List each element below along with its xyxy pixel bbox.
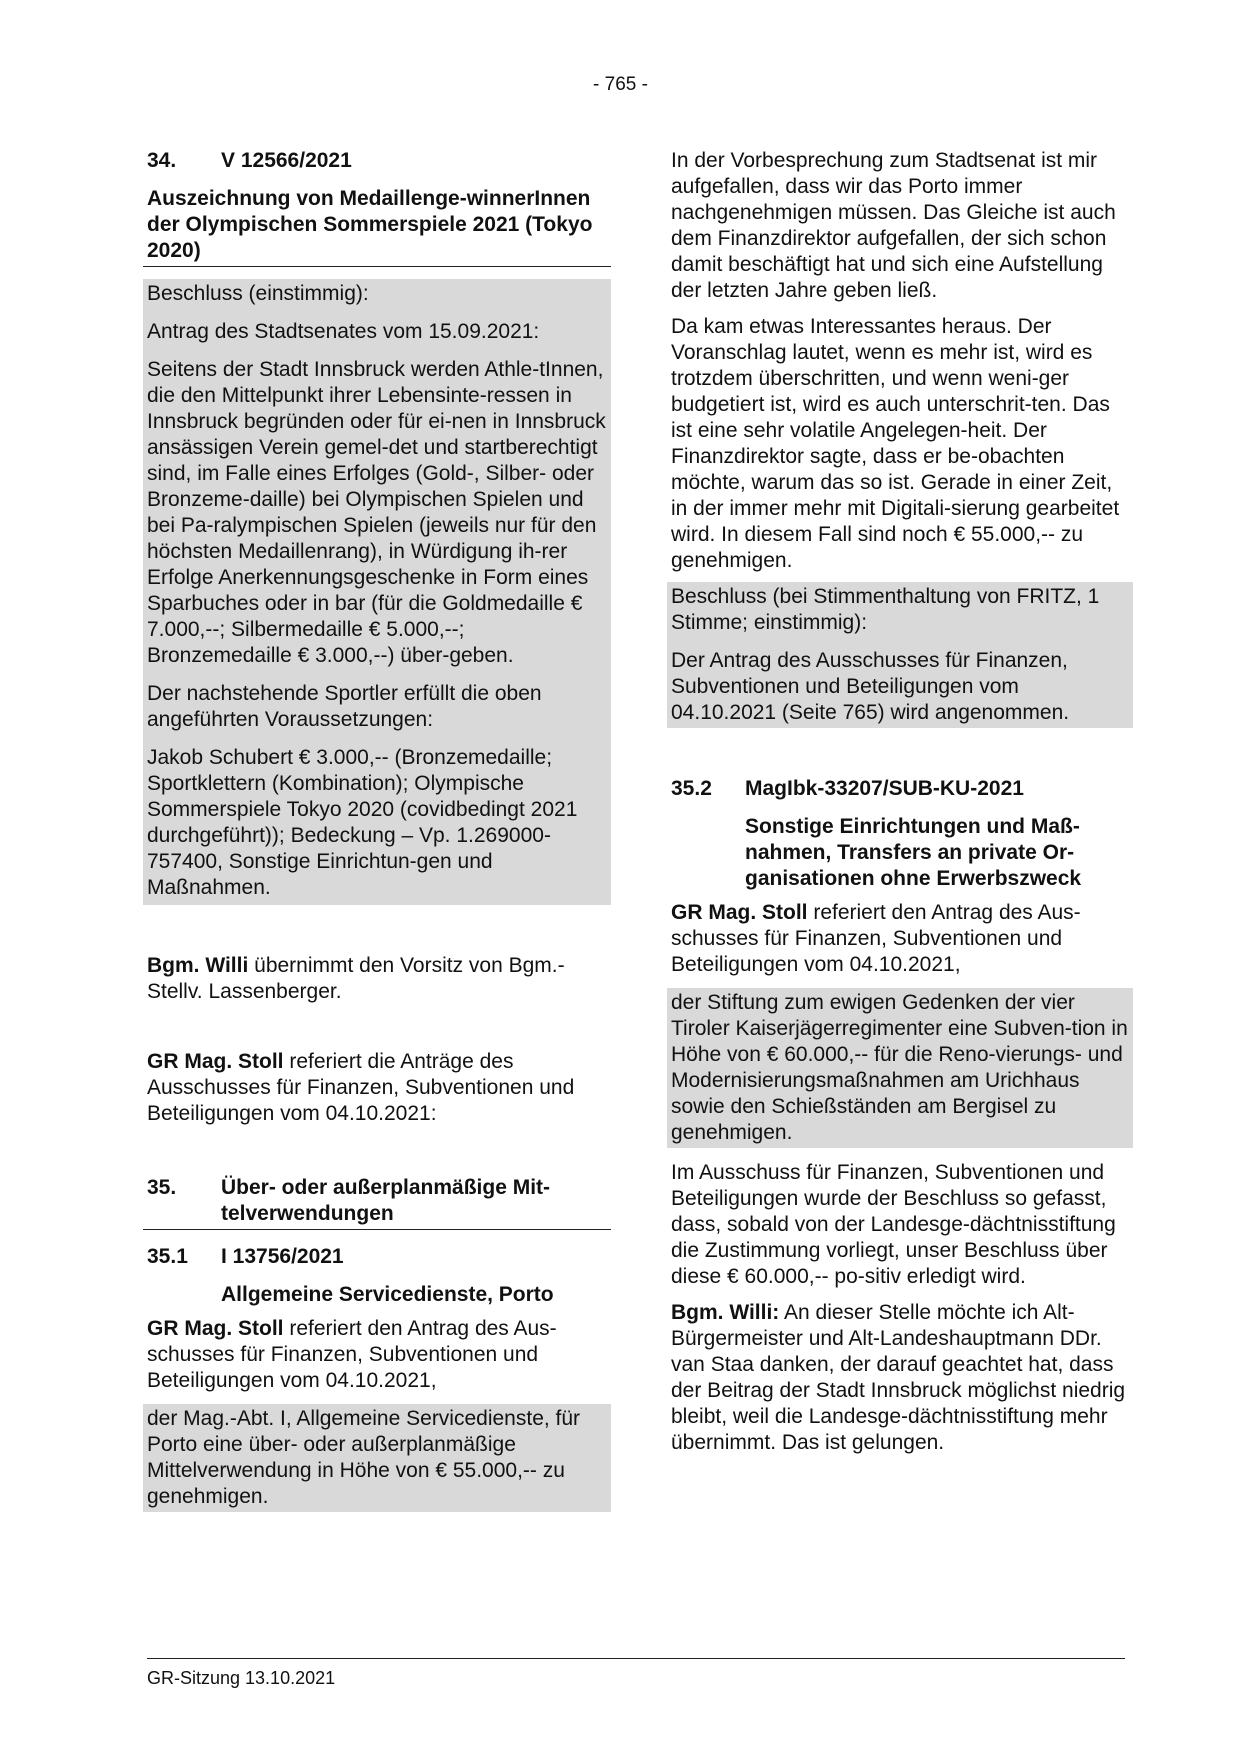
speech-paragraph: Da kam etwas Interessantes heraus. Der Voranschlag lautet, wenn es mehr ist, wird es trotzdem überschritten, und wenn weni-ger budgetiert ist, wird es auch unterschrit-ten. Das ist eine sehr volatile Angelegen-heit. Der Finanzdirektor sagte, dass er be-obachten möchte, warum das so ist. Gerade in einer Zeit, in der immer mehr mit Digitali-sierung gearbeitet wird. In diesem Fall sind noch € 55.000,-- zu genehmigen. — [671, 315, 1120, 572]
referent-paragraph: GR Mag. Stoll referiert den Antrag des Aus-schusses für Finanzen, Subventionen und Beteiligungen vom 04.10.2021, — [147, 1317, 557, 1392]
speech-paragraph: Im Ausschuss für Finanzen, Subventionen und Beteiligungen wurde der Beschluss so gefasst, dass, sobald von der Landesge-dächtnisstiftung die Zustimmung vorliegt, unser Beschluss über diese € 60.000,-- po-sitiv erledigt wird. — [671, 1161, 1116, 1288]
item-34-heading — [147, 148, 607, 174]
antrag-text: der Mag.-Abt. I, Allgemeine Servicedienste, für Porto eine über- oder außerplanmäßige Mittelverwendung in Höhe von € 55.000,-- zu genehmigen. — [143, 1404, 611, 1512]
item-reference: I 13756/2021 — [221, 1245, 344, 1268]
page-number: - 765 - — [593, 74, 648, 95]
antrag-text: der Stiftung zum ewigen Gedenken der vier Tiroler Kaiserjägerregimenter eine Subven-tion in Höhe von € 60.000,-- für die Reno-vierungs- und Modernisierungsmaßnahmen am Urichhaus sowie den Schießständen am Bergisel zu genehmigen. — [667, 988, 1133, 1148]
sportler-intro: Der nachstehende Sportler erfüllt die oben angeführten Voraussetzungen: — [143, 679, 611, 743]
speaker-name: GR Mag. Stoll — [671, 901, 808, 924]
sportler-details: Jakob Schubert € 3.000,-- (Bronzemedaille; Sportklettern (Kombination); Olympische Sommerspiele Tokyo 2020 (covidbedingt 2021 durchgeführt)); Bedeckung – Vp. 1.269000-757400, Sonstige Einrichtun-gen und Maßnahmen. — [143, 743, 611, 905]
left-column — [147, 148, 607, 1512]
item-351-title: Allgemeine Servicedienste, Porto — [221, 1283, 554, 1306]
beschluss-label: Beschluss (einstimmig): — [143, 279, 611, 317]
item-number: 34. — [147, 149, 177, 172]
right-column — [671, 148, 1129, 1456]
beschluss-label: Beschluss (bei Stimmenthaltung von FRITZ, 1 Stimme; einstimmig): — [667, 582, 1133, 646]
item-352-title: Sonstige Einrichtungen und Maß-nahmen, Transfers an private Or-ganisationen ohne Erwerbszweck — [745, 815, 1082, 890]
footer-divider — [147, 1658, 1125, 1659]
item-352-heading: 35.2 MagIbk-33207/SUB-KU-2021 — [671, 776, 1129, 802]
chair-change-paragraph: Bgm. Willi übernimmt den Vorsitz von Bgm.-Stellv. Lassenberger. — [147, 954, 565, 1003]
item-reference: V 12566/2021 — [221, 149, 352, 172]
antrag-label: Antrag des Stadtsenates vom 15.09.2021: — [143, 317, 611, 355]
antrag-body: Seitens der Stadt Innsbruck werden Athle-tInnen, die den Mittelpunkt ihrer Lebensinte-ressen in Innsbruck begründen oder für ei-nen in Innsbruck ansässigen Verein gemel-det und startberechtigt sind, im Falle eines Erfolges (Gold-, Silber- oder Bronzeme-daille) bei Olympischen Spielen und bei Pa-ralympischen Spielen (jeweils nur für den höchsten Medaillenrang), in Würdigung ih-rer Erfolge Anerkennungsgeschenke in Form eines Sparbuches oder in bar (für die Goldmedaille € 7.000,--; Silbermedaille € 5.000,--; Bronzemedaille € 3.000,--) über-geben. — [143, 355, 611, 679]
speaker-name: GR Mag. Stoll — [147, 1050, 284, 1073]
beschluss-text: Der Antrag des Ausschusses für Finanzen, Subventionen und Beteiligungen vom 04.10.2021 (Seite 765) wird angenommen. — [667, 646, 1133, 728]
referent-paragraph: GR Mag. Stoll referiert den Antrag des Aus-schusses für Finanzen, Subventionen und Beteiligungen vom 04.10.2021, — [671, 901, 1081, 976]
item-reference: MagIbk-33207/SUB-KU-2021 — [745, 777, 1024, 800]
speaker-name: GR Mag. Stoll — [147, 1317, 284, 1340]
item-35-title: Über- oder außerplanmäßige Mit-telverwendungen — [221, 1176, 551, 1225]
speaker-name: Bgm. Willi — [147, 954, 249, 977]
item-351-heading: 35.1 I 13756/2021 — [147, 1244, 607, 1270]
speech-paragraph: Bgm. Willi: An dieser Stelle möchte ich Alt-Bürgermeister und Alt-Landeshauptmann DDr. van Staa danken, der darauf geachtet hat, dass der Beitrag der Stadt Innsbruck möglichst niedrig bleibt, weil die Landesge-dächtnisstiftung mehr übernimmt. Das ist gelungen. — [671, 1301, 1126, 1454]
footer-text: GR-Sitzung 13.10.2021 — [147, 1668, 336, 1688]
item-34-title: Auszeichnung von Medaillenge-winnerInnen der Olympischen Sommerspiele 2021 (Tokyo 2020) — [143, 186, 611, 267]
speaker-name: Bgm. Willi: — [671, 1301, 780, 1324]
item-35-heading: 35. Über- oder außerplanmäßige Mit-telverwendungen — [143, 1175, 611, 1230]
referent-paragraph: GR Mag. Stoll referiert die Anträge des Ausschusses für Finanzen, Subventionen und Beteiligungen vom 04.10.2021: — [147, 1050, 575, 1125]
speech-paragraph: In der Vorbesprechung zum Stadtsenat ist mir aufgefallen, dass wir das Porto immer nachgenehmigen müssen. Das Gleiche ist auch dem Finanzdirektor aufgefallen, der sich schon damit beschäftigt hat und sich eine Aufstellung der letzten Jahre geben ließ. — [671, 149, 1116, 302]
